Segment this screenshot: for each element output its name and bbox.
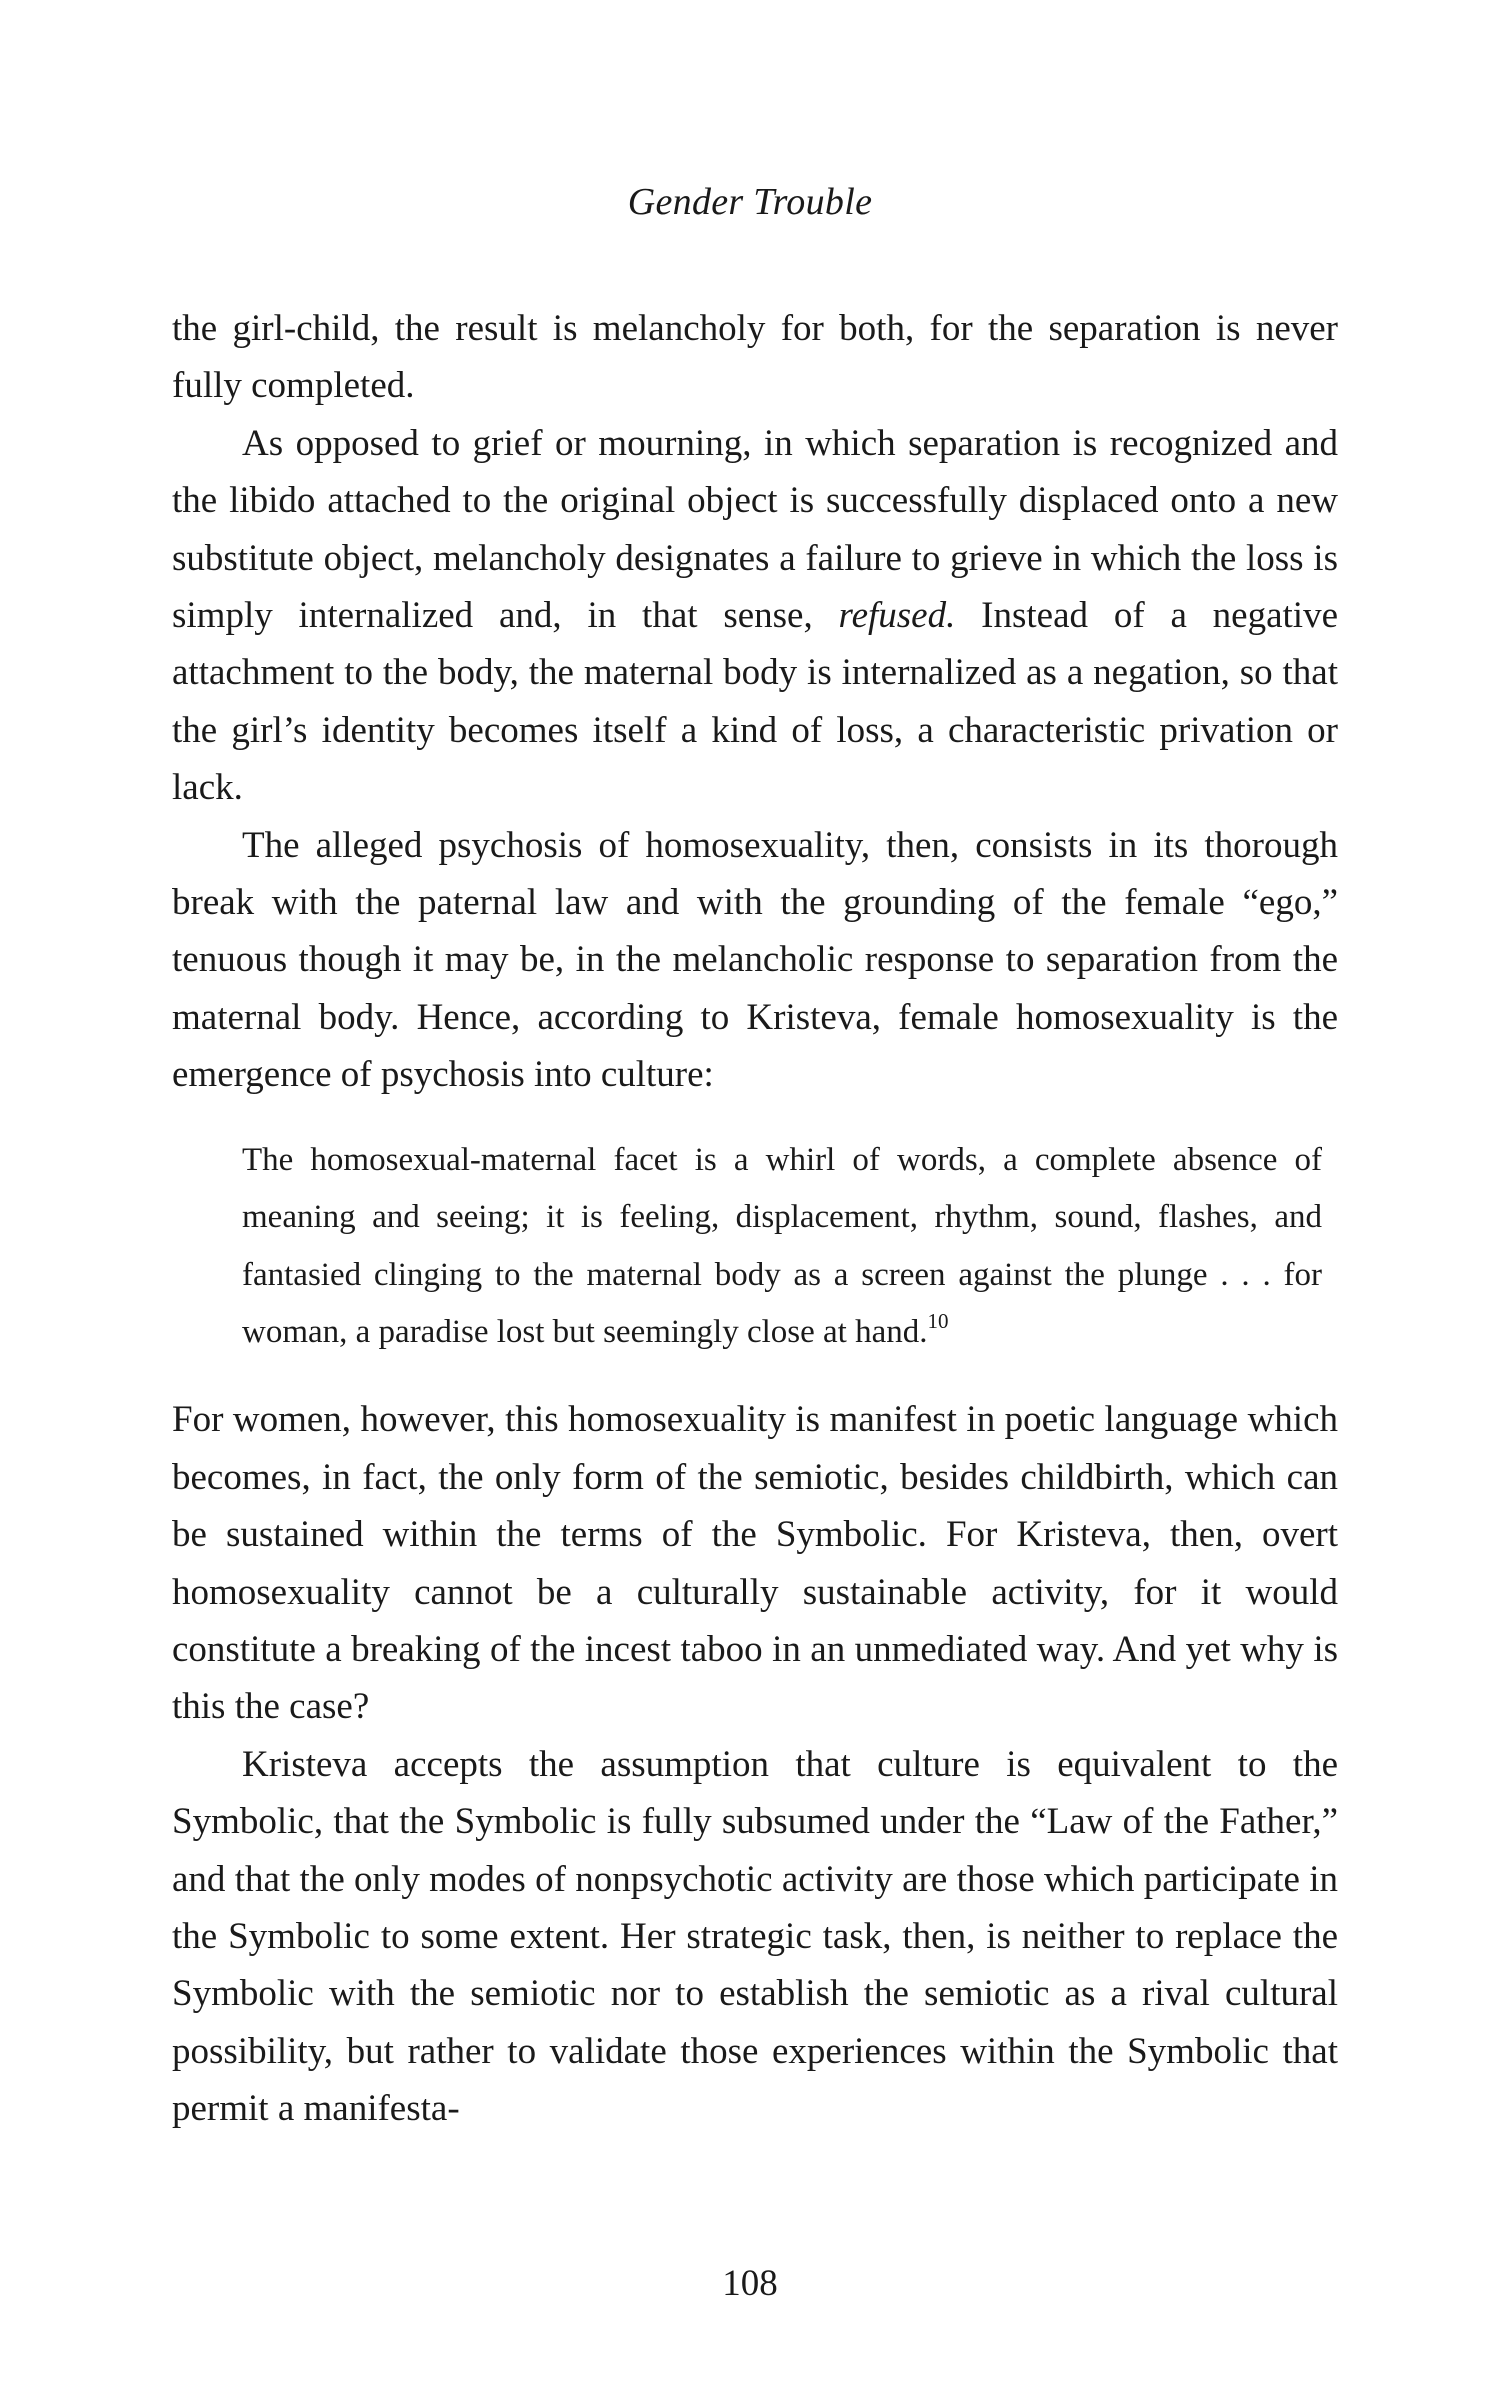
paragraph-5: Kristeva accepts the assumption that culture is equivalent to the Symbolic, that the Symbolic is fully subsumed under the “Law of the Father,” and that the only modes of nonpsychotic activity are those which participate in the Symbolic to some extent. Her strategic task, then, is neither to replace the Symbolic with the semiotic nor to establish the semiotic as a rival cultural possibility, but rather to validate those experiences within the Symbolic that permit a manifesta- — [172, 1743, 1338, 2130]
paragraph-1: the girl-child, the result is melancholy for both, for the separation is never fully completed. — [172, 308, 1338, 407]
page-body — [172, 300, 1338, 2138]
paragraph-2-end: Instead of a negative attachment to the body, the maternal body is internalized as a negation, so that the girl’s identity becomes itself a kind of loss, a characteristic privation or lack. — [172, 595, 1338, 809]
paragraph-2-start: As opposed to grief or mourning, in which separation is recognized and the libido attached to the original object is successfully displaced onto a new substitute object, melancholy designates a failure to grieve in which the loss is simply internalized and, in that sense, — [172, 422, 1338, 637]
quotation-text: The homosexual-maternal facet is a whirl of words, a complete absence of meaning and seeing; it is feeling, displacement, rhythm, sound, flashes, and fantasied clinging to the maternal body as a screen against the plunge . . . for woman, a paradise lost but seemingly close at hand. — [242, 1141, 1322, 1350]
paragraph-2 — [172, 415, 1338, 817]
running-head-title: Gender Trouble — [627, 181, 873, 223]
footnote-reference[interactable]: 10 — [927, 1308, 949, 1333]
page-number: 108 — [722, 2263, 778, 2304]
paragraph-4: For women, however, this homosexuality is manifest in poetic language which becomes, in fact, the only form of the semiotic, besides childbirth, which can be sustained within the terms of the Symbolic. For Kristeva, then, overt homosexuality cannot be a culturally sustainable activity, for it would constitute a breaking of the incest taboo in an unmediated way. And yet why is this the case? — [172, 1399, 1338, 1728]
paragraph-2-emphasis: refused. — [838, 595, 956, 637]
paragraph-3: The alleged psychosis of homosexuality, then, consists in its thorough break with the paternal law and with the grounding of the female “ego,” tenuous though it may be, in the melancholic response to separation from the maternal body. Hence, according to Kristeva, female homosexuality is the emergence of psychosis into culture: — [172, 824, 1338, 1096]
block-quotation — [242, 1132, 1322, 1362]
